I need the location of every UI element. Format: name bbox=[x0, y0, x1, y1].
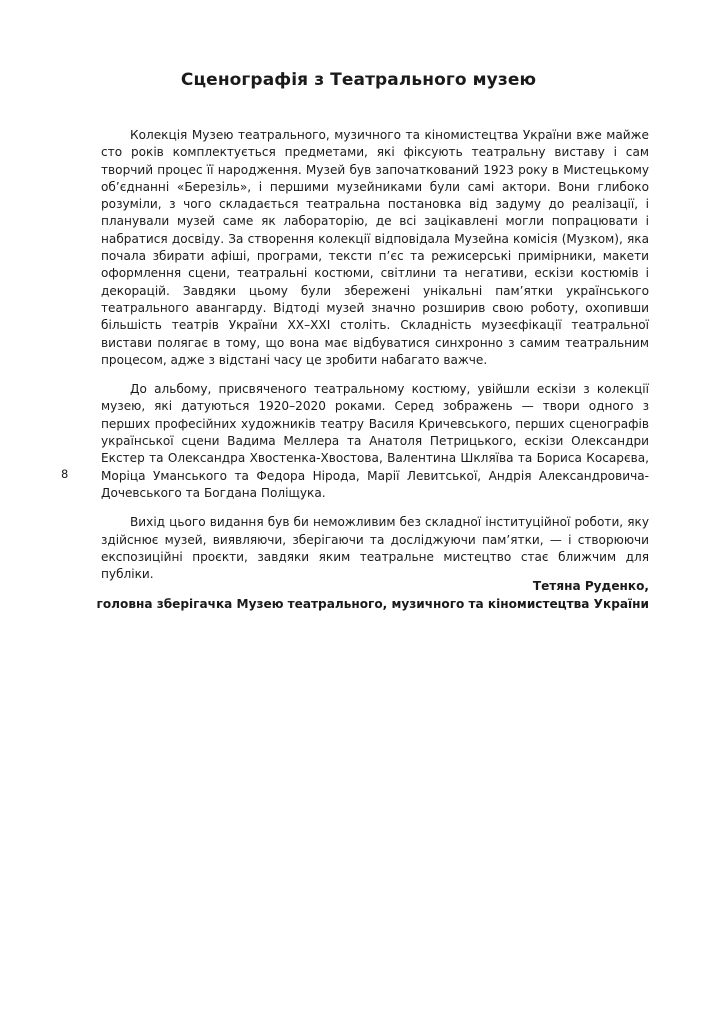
page-title: Сценографія з Театрального музею bbox=[180, 70, 537, 90]
article-body bbox=[101, 127, 649, 595]
author-position: головна зберігачка Музею театрального, музичного та кіномистецтва України bbox=[96, 596, 649, 611]
page-number: 8 bbox=[61, 467, 69, 481]
paragraph-album-contents: До альбому, присвяченого театральному костюму, увійшли ескізи з колекції музею, які датуються 1920–2020 роками. Серед зображень — твори одного з перших професійних художників театру Василя Кричевського, перших сценографів української сцени Вадима Меллера та Анатоля Петрицького, ескізи Олександри Екстер та Олександра Хвостенка-Хвостова, Валентина Шкляїва та Бориса Косарєва, Моріца Уманського та Федора Нірода, Марії Левитської, Андрія Александровича-Дочевського та Богдана Поліщука. bbox=[101, 382, 649, 500]
paragraph-collection-history: Колекція Музею театрального, музичного та кіномистецтва України вже майже сто років комплектується предметами, які фіксують театральну виставу і сам творчий процес її народження. Музей був започаткований 1923 року в Мистецькому об’єднанні «Березіль», і першими музейниками були самі актори. Вони глибоко розуміли, з чого складається театральна постановка від задуму до реалізації, і планували музей саме як лабораторію, де всі зацікавлені могли попрацювати і набратися досвіду. За створення колекції відповідала Музейна комісія (Музком), яка почала збирати афіші, програми, тексти п’єс та режисерські примірники, макети оформлення сцени, театральні костюми, світлини та негативи, ескізи костюмів і декорацій. Завдяки цьому були збережені унікальні пам’ятки українського театрального авангарду. Відтоді музей значно розширив свою роботу, охопивши більшість театрів України XX–XXI століть. Складність музеєфікації театральної вистави полягає в тому, що вона має відбуватися синхронно з самим театральним процесом, адже з відстані часу це зробити набагато важче. bbox=[101, 128, 649, 367]
paragraph-acknowledgement: Вихід цього видання був би неможливим без складної інституційної роботи, яку здійснює музей, виявляючи, зберігаючи та досліджуючи пам’ятки, — і створюючи експозиційні проєкти, завдяки яким театральне мистецтво стає ближчим для публіки. bbox=[101, 515, 649, 582]
signature-block bbox=[97, 578, 649, 613]
author-name: Тетяна Руденко, bbox=[532, 579, 649, 593]
